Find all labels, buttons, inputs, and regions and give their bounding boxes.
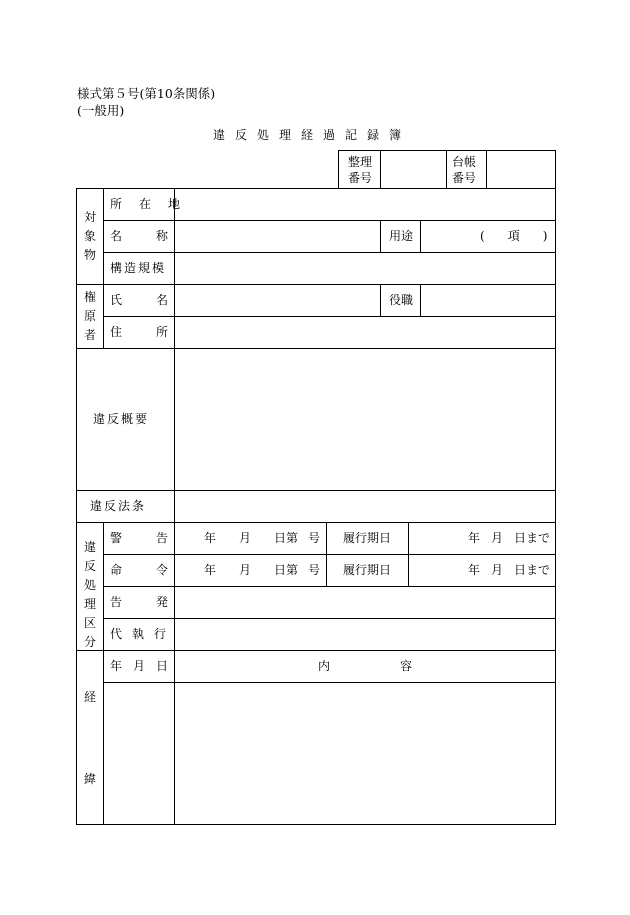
accusation-field[interactable] bbox=[175, 587, 555, 618]
position-label: 役職 bbox=[389, 293, 414, 307]
name-field[interactable] bbox=[175, 221, 380, 252]
holder-group-label: 権 原 者 bbox=[83, 290, 96, 342]
use-label: 用途 bbox=[389, 229, 414, 243]
form-number: 様式第５号(第10条関係) bbox=[77, 86, 216, 101]
history-content-field[interactable] bbox=[175, 683, 555, 824]
seiri-number-field[interactable] bbox=[381, 151, 445, 187]
history-label-1: 経 bbox=[84, 690, 97, 704]
warning-deadline-date: 年 月 日まで bbox=[468, 531, 551, 545]
use-paren: ( 項 ) bbox=[480, 229, 548, 243]
order-date: 年 月 日第 号 bbox=[204, 563, 321, 577]
order-deadline-label: 履行期日 bbox=[343, 563, 392, 577]
seiri-label-2: 番号 bbox=[348, 171, 373, 185]
name-label: 名 称 bbox=[110, 229, 169, 243]
holder-address-field[interactable] bbox=[175, 317, 555, 348]
holder-name-field[interactable] bbox=[175, 285, 380, 316]
history-date-header: 年 月 日 bbox=[110, 659, 169, 673]
page-title: 違反処理経過記録簿 bbox=[213, 128, 412, 142]
violation-law-label: 違 反 法 条 bbox=[90, 499, 145, 513]
proxy-field[interactable] bbox=[175, 619, 555, 650]
order-deadline-date: 年 月 日まで bbox=[468, 563, 551, 577]
position-field[interactable] bbox=[421, 285, 555, 316]
location-label: 所 在 地 bbox=[110, 197, 181, 211]
daicho-label-1: 台帳 bbox=[452, 155, 477, 169]
disposition-group-label: 違 反 処 理 区 分 bbox=[83, 540, 96, 649]
warning-deadline-label: 履行期日 bbox=[343, 531, 392, 545]
structure-label: 構 造 規 模 bbox=[110, 261, 165, 275]
use-field[interactable] bbox=[421, 221, 555, 252]
history-content-header: 内 容 bbox=[318, 659, 413, 673]
location-field[interactable] bbox=[175, 189, 555, 220]
daicho-label-2: 番号 bbox=[452, 171, 477, 185]
usage-label: (一般用) bbox=[77, 103, 125, 118]
warning-label: 警 告 bbox=[110, 531, 169, 545]
violation-summary-label: 違 反 概 要 bbox=[93, 412, 148, 426]
target-group-label: 対 象 物 bbox=[83, 210, 96, 262]
holder-address-label: 住 所 bbox=[110, 325, 169, 339]
proxy-label: 代 執 行 bbox=[110, 627, 167, 641]
violation-law-field[interactable] bbox=[175, 491, 555, 522]
violation-summary-field[interactable] bbox=[175, 349, 555, 490]
holder-name-label: 氏 名 bbox=[110, 293, 169, 307]
history-label-2: 緯 bbox=[84, 772, 97, 786]
daicho-number-field[interactable] bbox=[487, 151, 554, 187]
accusation-label: 告 発 bbox=[110, 595, 169, 609]
warning-date: 年 月 日第 号 bbox=[204, 531, 321, 545]
seiri-label-1: 整理 bbox=[348, 155, 373, 169]
order-label: 命 令 bbox=[110, 563, 169, 577]
history-date-field[interactable] bbox=[104, 683, 174, 824]
structure-field[interactable] bbox=[175, 253, 555, 284]
